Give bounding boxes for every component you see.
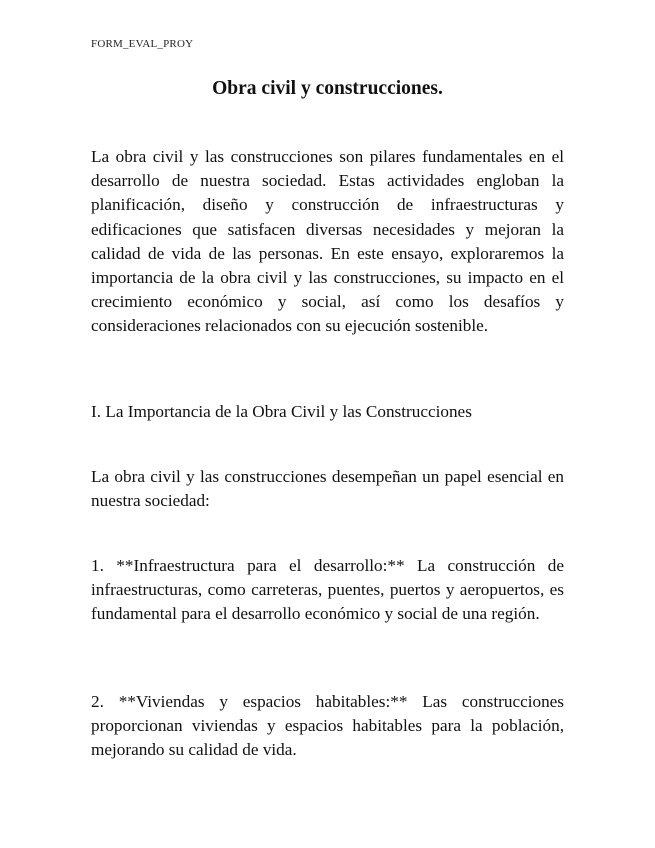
intro-paragraph: La obra civil y las construcciones son pilares fundamentales en el desarrollo de nuestra sociedad. Estas actividades engloban la planificación, diseño y construcción de infraestructuras y edificaciones que satisfacen diversas necesidades y mejoran la calidad de vida de las personas. En este ensayo, exploraremos la importancia de la obra civil y las construcciones, su impacto en el crecimiento económico y social, así como los desafíos y consideraciones relacionados con su ejecución sostenible. [91,147,564,336]
document-title: Obra civil y construcciones. [212,78,443,99]
list-item-infrastructure: 1. **Infraestructura para el desarrollo:** La construcción de infraestructuras, como carreteras, puentes, puertos y aeropuertos, es fundamental para el desarrollo económico y social de una región. [91,556,564,624]
section-intro-paragraph: La obra civil y las construcciones desempeñan un papel esencial en nuestra sociedad: [91,467,564,511]
section-heading: I. La Importancia de la Obra Civil y las Construcciones [91,402,472,421]
form-code-header: FORM_EVAL_PROY [91,38,194,50]
list-item-housing: 2. **Viviendas y espacios habitables:** Las construcciones proporcionan viviendas y espacios habitables para la población, mejorando su calidad de vida. [91,692,564,760]
